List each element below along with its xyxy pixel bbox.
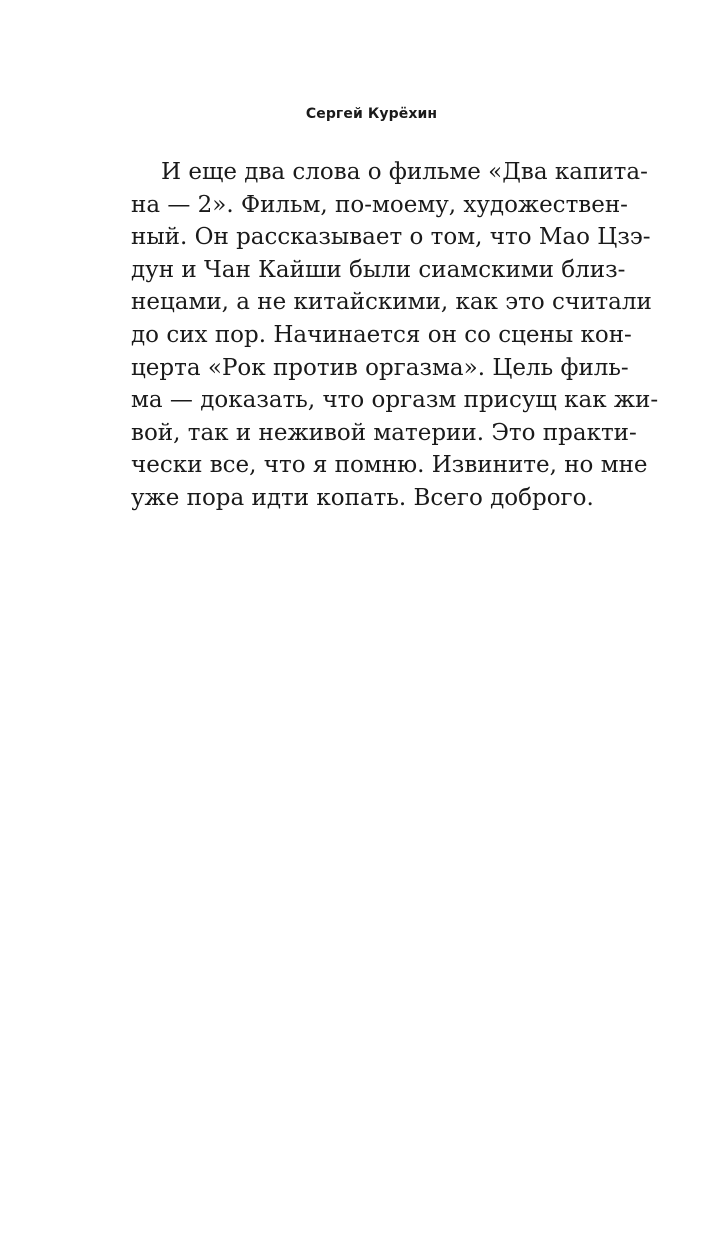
text-line: на — 2». Фильм, по-моему, художествен- [131, 191, 628, 218]
text-line: нецами, а не китайскими, как это считали [131, 289, 652, 316]
text-line: до сих пор. Начинается он со сцены кон- [131, 321, 632, 348]
body-paragraph [131, 156, 659, 515]
text-line: вой, так и неживой материи. Это практи- [131, 419, 637, 446]
text-line: чески все, что я помню. Извините, но мне [131, 452, 648, 479]
running-header-author: Сергей Курёхин [305, 106, 438, 122]
text-line: дун и Чан Кайши были сиамскими близ- [131, 256, 626, 283]
text-line: церта «Рок против оргазма». Цель филь- [131, 354, 629, 381]
text-line: И еще два слова о фильме «Два капита- [161, 159, 648, 185]
text-line: ма — доказать, что оргазм присущ как жи- [131, 387, 659, 414]
text-line: уже пора идти копать. Всего доброго. [131, 484, 594, 511]
text-line: ный. Он рассказывает о том, что Мао Цзэ- [131, 224, 651, 251]
